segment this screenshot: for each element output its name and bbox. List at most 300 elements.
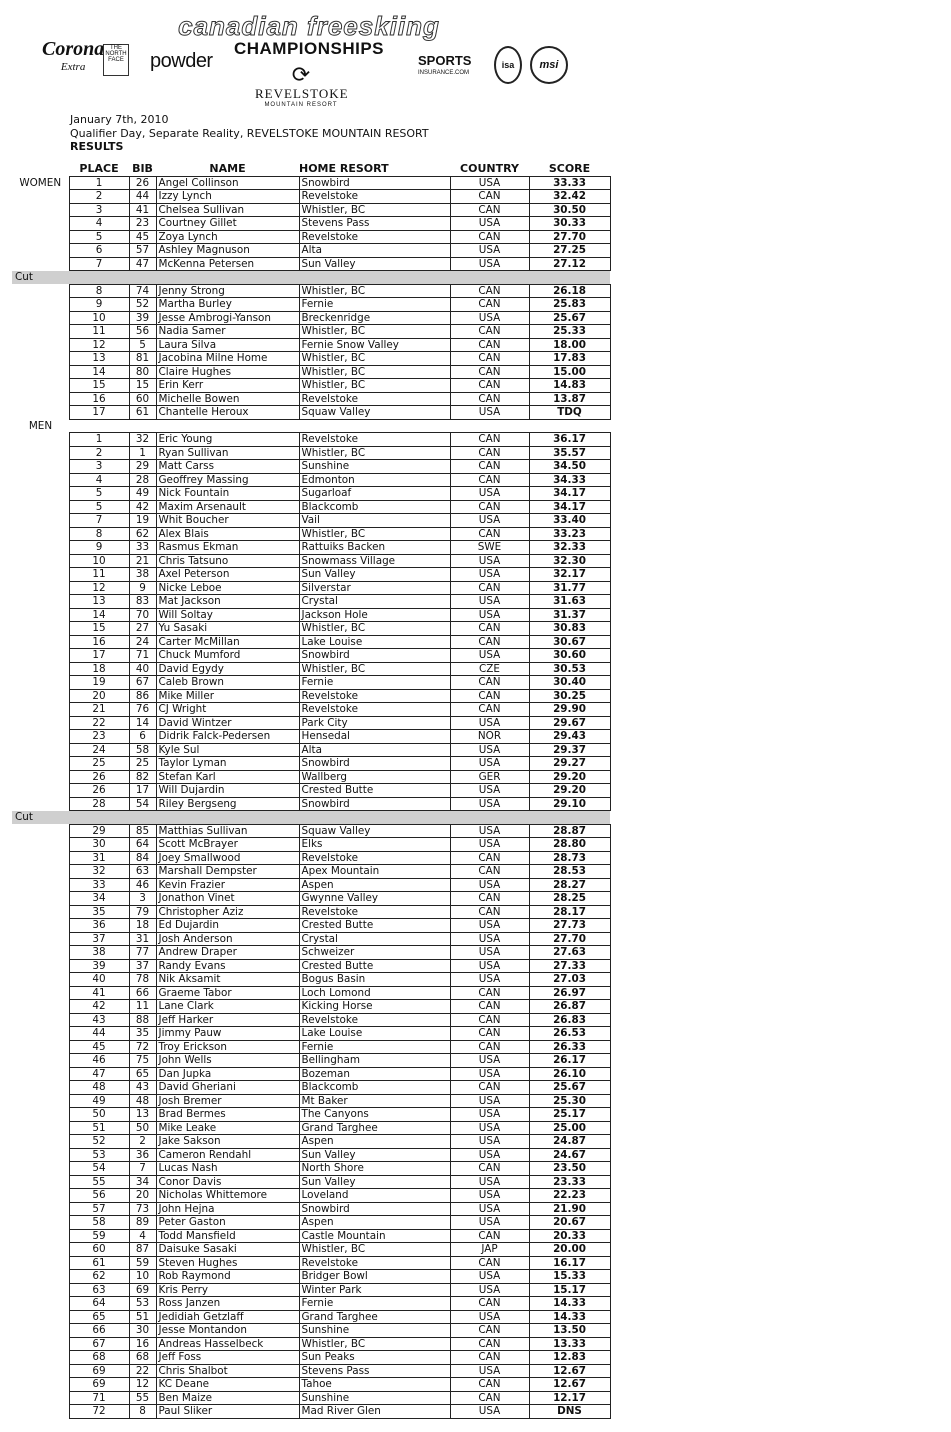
- bib-cell: 60: [129, 392, 156, 406]
- table-row: [12, 1162, 610, 1176]
- bib-cell: 66: [129, 986, 156, 1000]
- section-label: [12, 703, 69, 717]
- bib-cell: 64: [129, 838, 156, 852]
- resort-cell: Revelstoke: [299, 392, 450, 406]
- name-cell: Ed Dujardin: [156, 919, 299, 933]
- table-header-row: [12, 163, 610, 176]
- table-row: [12, 1297, 610, 1311]
- place-cell: 44: [69, 1027, 129, 1041]
- resort-cell: Squaw Valley: [299, 406, 450, 420]
- northface-logo: [103, 44, 129, 76]
- resort-cell: Whistler, BC: [299, 446, 450, 460]
- section-label: [12, 743, 69, 757]
- country-cell: USA: [450, 1216, 529, 1230]
- table-row: [12, 1175, 610, 1189]
- table-row: [12, 1324, 610, 1338]
- score-cell: 28.25: [529, 892, 610, 906]
- table-row: [12, 1067, 610, 1081]
- name-cell: Paul Sliker: [156, 1405, 299, 1419]
- section-label: [12, 946, 69, 960]
- score-cell: 28.73: [529, 851, 610, 865]
- score-cell: 25.83: [529, 298, 610, 312]
- table-row: [12, 190, 610, 204]
- place-cell: 46: [69, 1054, 129, 1068]
- table-row: [12, 176, 610, 190]
- country-cell: CAN: [450, 460, 529, 474]
- score-cell: DNS: [529, 1405, 610, 1419]
- place-cell: 59: [69, 1229, 129, 1243]
- score-cell: 20.67: [529, 1216, 610, 1230]
- score-cell: 29.20: [529, 770, 610, 784]
- name-cell: Chantelle Heroux: [156, 406, 299, 420]
- resort-cell: Gwynne Valley: [299, 892, 450, 906]
- resort-cell: Edmonton: [299, 473, 450, 487]
- table-row: [12, 595, 610, 609]
- score-cell: 17.83: [529, 352, 610, 366]
- country-cell: CAN: [450, 284, 529, 298]
- results-body: [12, 176, 610, 1418]
- col-score-header: SCORE: [529, 163, 610, 176]
- bib-cell: 83: [129, 595, 156, 609]
- score-cell: 30.25: [529, 689, 610, 703]
- name-cell: Riley Bergseng: [156, 797, 299, 811]
- score-cell: 24.67: [529, 1148, 610, 1162]
- section-label: [12, 932, 69, 946]
- bib-cell: 44: [129, 190, 156, 204]
- place-cell: 57: [69, 1202, 129, 1216]
- resort-cell: Sun Valley: [299, 1175, 450, 1189]
- name-cell: Didrik Falck-Pedersen: [156, 730, 299, 744]
- resort-cell: Stevens Pass: [299, 1364, 450, 1378]
- revelstoke-logo-name: REVELSTOKE: [255, 86, 349, 101]
- section-label: [12, 568, 69, 582]
- bib-cell: 6: [129, 730, 156, 744]
- bib-cell: 31: [129, 932, 156, 946]
- place-cell: 26: [69, 784, 129, 798]
- country-cell: CAN: [450, 676, 529, 690]
- section-label: [12, 973, 69, 987]
- resort-cell: Revelstoke: [299, 230, 450, 244]
- country-cell: CAN: [450, 325, 529, 339]
- bib-cell: 68: [129, 1351, 156, 1365]
- table-row: [12, 352, 610, 366]
- name-cell: Brad Bermes: [156, 1108, 299, 1122]
- country-cell: CAN: [450, 1256, 529, 1270]
- place-cell: 12: [69, 338, 129, 352]
- table-row: [12, 1202, 610, 1216]
- country-cell: SWE: [450, 541, 529, 555]
- bib-cell: 27: [129, 622, 156, 636]
- table-row: [12, 392, 610, 406]
- score-cell: 13.33: [529, 1337, 610, 1351]
- score-cell: 30.40: [529, 676, 610, 690]
- name-cell: Nick Fountain: [156, 487, 299, 501]
- name-cell: Todd Mansfield: [156, 1229, 299, 1243]
- bib-cell: 55: [129, 1391, 156, 1405]
- name-cell: Josh Bremer: [156, 1094, 299, 1108]
- section-label: [12, 190, 69, 204]
- table-row: [12, 824, 610, 838]
- score-cell: 27.25: [529, 244, 610, 258]
- country-cell: CAN: [450, 1337, 529, 1351]
- section-label: [12, 595, 69, 609]
- country-cell: CAN: [450, 433, 529, 447]
- table-row: [12, 244, 610, 258]
- country-cell: USA: [450, 514, 529, 528]
- country-cell: CAN: [450, 1297, 529, 1311]
- place-cell: 4: [69, 473, 129, 487]
- bib-cell: 16: [129, 1337, 156, 1351]
- name-cell: Nadia Samer: [156, 325, 299, 339]
- section-label: [12, 203, 69, 217]
- resort-cell: Snowbird: [299, 757, 450, 771]
- name-cell: Whit Boucher: [156, 514, 299, 528]
- resort-cell: Whistler, BC: [299, 662, 450, 676]
- section-label: [12, 1135, 69, 1149]
- section-label: [12, 1148, 69, 1162]
- bib-cell: 48: [129, 1094, 156, 1108]
- bib-cell: 20: [129, 1189, 156, 1203]
- name-cell: Christopher Aziz: [156, 905, 299, 919]
- table-row: [12, 257, 610, 271]
- bib-cell: 21: [129, 554, 156, 568]
- table-row: [12, 1081, 610, 1095]
- bib-cell: 86: [129, 689, 156, 703]
- table-row: [12, 892, 610, 906]
- name-cell: Lucas Nash: [156, 1162, 299, 1176]
- section-label: [12, 716, 69, 730]
- place-cell: 10: [69, 554, 129, 568]
- country-cell: CAN: [450, 1162, 529, 1176]
- corona-logo-text: Corona: [42, 38, 105, 60]
- country-cell: USA: [450, 595, 529, 609]
- resort-cell: Whistler, BC: [299, 365, 450, 379]
- table-row: [12, 1000, 610, 1014]
- table-row: [12, 676, 610, 690]
- name-cell: Nicholas Whittemore: [156, 1189, 299, 1203]
- place-cell: 69: [69, 1364, 129, 1378]
- sports-logo-text: SPORTS: [418, 53, 472, 68]
- name-cell: Randy Evans: [156, 959, 299, 973]
- bib-cell: 76: [129, 703, 156, 717]
- bib-cell: 23: [129, 217, 156, 231]
- score-cell: 28.53: [529, 865, 610, 879]
- score-cell: 15.33: [529, 1270, 610, 1284]
- section-label: [12, 527, 69, 541]
- col-country-header: COUNTRY: [450, 163, 529, 176]
- name-cell: Jonathon Vinet: [156, 892, 299, 906]
- event-date: January 7th, 2010: [70, 113, 169, 126]
- name-cell: Andrew Draper: [156, 946, 299, 960]
- place-cell: 17: [69, 649, 129, 663]
- name-cell: Chelsea Sullivan: [156, 203, 299, 217]
- revelstoke-mark-icon: ⟳: [291, 62, 311, 87]
- table-row: [12, 487, 610, 501]
- country-cell: USA: [450, 406, 529, 420]
- section-label: [12, 635, 69, 649]
- table-row: [12, 433, 610, 447]
- score-cell: 31.37: [529, 608, 610, 622]
- resort-cell: Revelstoke: [299, 905, 450, 919]
- table-row: [12, 1121, 610, 1135]
- country-cell: USA: [450, 716, 529, 730]
- country-cell: USA: [450, 824, 529, 838]
- table-row: [12, 1243, 610, 1257]
- section-label: [12, 1378, 69, 1392]
- score-cell: 33.40: [529, 514, 610, 528]
- country-cell: USA: [450, 1054, 529, 1068]
- score-cell: 18.00: [529, 338, 610, 352]
- col-bib-header: BIB: [129, 163, 156, 176]
- bib-cell: 25: [129, 757, 156, 771]
- country-cell: USA: [450, 878, 529, 892]
- revelstoke-logo-sub: MOUNTAIN RESORT: [264, 102, 338, 108]
- bib-cell: 30: [129, 1324, 156, 1338]
- isa-logo: [494, 46, 522, 84]
- score-cell: 13.50: [529, 1324, 610, 1338]
- score-cell: 32.17: [529, 568, 610, 582]
- score-cell: 20.33: [529, 1229, 610, 1243]
- score-cell: 30.50: [529, 203, 610, 217]
- bib-cell: 17: [129, 784, 156, 798]
- resort-cell: Silverstar: [299, 581, 450, 595]
- cut-line-row: [12, 811, 610, 825]
- table-row: [12, 662, 610, 676]
- separator-fill: [69, 419, 610, 433]
- section-label: [12, 500, 69, 514]
- name-cell: Ryan Sullivan: [156, 446, 299, 460]
- country-cell: USA: [450, 743, 529, 757]
- section-label: [12, 325, 69, 339]
- resort-cell: Lake Louise: [299, 1027, 450, 1041]
- section-label: [12, 676, 69, 690]
- score-cell: 25.33: [529, 325, 610, 339]
- place-cell: 19: [69, 676, 129, 690]
- name-cell: Will Dujardin: [156, 784, 299, 798]
- resort-cell: Sunshine: [299, 1324, 450, 1338]
- table-row: [12, 649, 610, 663]
- country-cell: USA: [450, 1364, 529, 1378]
- country-cell: CAN: [450, 446, 529, 460]
- table-row: [12, 622, 610, 636]
- country-cell: USA: [450, 1189, 529, 1203]
- resort-cell: Lake Louise: [299, 635, 450, 649]
- col-place-header: PLACE: [69, 163, 129, 176]
- score-cell: 33.33: [529, 176, 610, 190]
- table-row: [12, 365, 610, 379]
- place-cell: 4: [69, 217, 129, 231]
- place-cell: 60: [69, 1243, 129, 1257]
- corona-logo-sub: Extra: [60, 61, 86, 73]
- score-cell: 27.03: [529, 973, 610, 987]
- table-row: [12, 797, 610, 811]
- bib-cell: 11: [129, 1000, 156, 1014]
- resort-cell: Hensedal: [299, 730, 450, 744]
- score-cell: 16.17: [529, 1256, 610, 1270]
- table-row: [12, 770, 610, 784]
- section-label: [12, 541, 69, 555]
- place-cell: 5: [69, 487, 129, 501]
- name-cell: Carter McMillan: [156, 635, 299, 649]
- bib-cell: 37: [129, 959, 156, 973]
- table-row: [12, 716, 610, 730]
- place-cell: 52: [69, 1135, 129, 1149]
- score-cell: 31.77: [529, 581, 610, 595]
- score-cell: 20.00: [529, 1243, 610, 1257]
- table-row: [12, 1148, 610, 1162]
- name-cell: Maxim Arsenault: [156, 500, 299, 514]
- resort-cell: Park City: [299, 716, 450, 730]
- place-cell: 9: [69, 541, 129, 555]
- score-cell: 26.97: [529, 986, 610, 1000]
- country-cell: CAN: [450, 581, 529, 595]
- resort-cell: Snowmass Village: [299, 554, 450, 568]
- bib-cell: 43: [129, 1081, 156, 1095]
- place-cell: 34: [69, 892, 129, 906]
- section-label: [12, 1216, 69, 1230]
- event-logo-line1: canadian freeskiing: [178, 11, 440, 41]
- section-label: [12, 284, 69, 298]
- score-cell: 26.87: [529, 1000, 610, 1014]
- bib-cell: 34: [129, 1175, 156, 1189]
- name-cell: Eric Young: [156, 433, 299, 447]
- score-cell: 29.20: [529, 784, 610, 798]
- table-row: [12, 1351, 610, 1365]
- bib-cell: 79: [129, 905, 156, 919]
- score-cell: 34.17: [529, 500, 610, 514]
- section-label: [12, 1054, 69, 1068]
- table-row: [12, 230, 610, 244]
- table-row: [12, 1337, 610, 1351]
- table-row: [12, 1135, 610, 1149]
- table-row: [12, 959, 610, 973]
- section-label: [12, 986, 69, 1000]
- cut-label: Cut: [12, 271, 69, 285]
- bib-cell: 88: [129, 1013, 156, 1027]
- resort-cell: Snowbird: [299, 797, 450, 811]
- resort-cell: Sun Valley: [299, 568, 450, 582]
- country-cell: USA: [450, 608, 529, 622]
- name-cell: Geoffrey Massing: [156, 473, 299, 487]
- score-cell: 14.33: [529, 1297, 610, 1311]
- name-cell: John Wells: [156, 1054, 299, 1068]
- sports-logo-sub: INSURANCE.COM: [418, 70, 470, 76]
- section-label: [12, 1094, 69, 1108]
- score-cell: 27.70: [529, 230, 610, 244]
- bib-cell: 51: [129, 1310, 156, 1324]
- resort-cell: Elks: [299, 838, 450, 852]
- bib-cell: 12: [129, 1378, 156, 1392]
- header-logos: [0, 0, 951, 110]
- resort-cell: Whistler, BC: [299, 379, 450, 393]
- section-label: [12, 1189, 69, 1203]
- section-label: [12, 311, 69, 325]
- country-cell: CAN: [450, 892, 529, 906]
- bib-cell: 41: [129, 203, 156, 217]
- place-cell: 1: [69, 433, 129, 447]
- name-cell: Kris Perry: [156, 1283, 299, 1297]
- table-row: [12, 338, 610, 352]
- revelstoke-logo: [255, 64, 347, 108]
- resort-cell: Sunshine: [299, 460, 450, 474]
- country-cell: CAN: [450, 851, 529, 865]
- bib-cell: 71: [129, 649, 156, 663]
- bib-cell: 3: [129, 892, 156, 906]
- place-cell: 66: [69, 1324, 129, 1338]
- score-cell: 25.67: [529, 1081, 610, 1095]
- bib-cell: 50: [129, 1121, 156, 1135]
- isa-logo-text: isa: [501, 60, 515, 70]
- place-cell: 15: [69, 622, 129, 636]
- country-cell: USA: [450, 1067, 529, 1081]
- section-label: [12, 838, 69, 852]
- name-cell: McKenna Petersen: [156, 257, 299, 271]
- country-cell: USA: [450, 932, 529, 946]
- place-cell: 13: [69, 352, 129, 366]
- name-cell: Lane Clark: [156, 1000, 299, 1014]
- resort-cell: Revelstoke: [299, 1256, 450, 1270]
- name-cell: Matthias Sullivan: [156, 824, 299, 838]
- name-cell: David Gheriani: [156, 1081, 299, 1095]
- table-row: [12, 1310, 610, 1324]
- country-cell: USA: [450, 1283, 529, 1297]
- place-cell: 5: [69, 500, 129, 514]
- place-cell: 51: [69, 1121, 129, 1135]
- bib-cell: 78: [129, 973, 156, 987]
- name-cell: Marshall Dempster: [156, 865, 299, 879]
- name-cell: Jesse Ambrogi-Yanson: [156, 311, 299, 325]
- resort-cell: Whistler, BC: [299, 1243, 450, 1257]
- place-cell: 14: [69, 608, 129, 622]
- bib-cell: 73: [129, 1202, 156, 1216]
- score-cell: 25.30: [529, 1094, 610, 1108]
- resort-cell: Stevens Pass: [299, 217, 450, 231]
- country-cell: USA: [450, 649, 529, 663]
- resort-cell: Schweizer: [299, 946, 450, 960]
- country-cell: USA: [450, 1121, 529, 1135]
- name-cell: Ross Janzen: [156, 1297, 299, 1311]
- bib-cell: 2: [129, 1135, 156, 1149]
- resort-cell: Revelstoke: [299, 1013, 450, 1027]
- table-row: [12, 986, 610, 1000]
- resort-cell: Alta: [299, 244, 450, 258]
- place-cell: 48: [69, 1081, 129, 1095]
- score-cell: 14.33: [529, 1310, 610, 1324]
- table-row: [12, 689, 610, 703]
- table-row: [12, 541, 610, 555]
- name-cell: Nicke Leboe: [156, 581, 299, 595]
- place-cell: 67: [69, 1337, 129, 1351]
- table-row: [12, 1013, 610, 1027]
- country-cell: CAN: [450, 527, 529, 541]
- country-cell: USA: [450, 554, 529, 568]
- place-cell: 2: [69, 190, 129, 204]
- score-cell: 34.33: [529, 473, 610, 487]
- place-cell: 43: [69, 1013, 129, 1027]
- name-cell: Jenny Strong: [156, 284, 299, 298]
- separator-fill: [69, 271, 610, 285]
- table-row: [12, 473, 610, 487]
- place-cell: 5: [69, 230, 129, 244]
- country-cell: CAN: [450, 190, 529, 204]
- score-cell: 12.67: [529, 1364, 610, 1378]
- name-cell: John Hejna: [156, 1202, 299, 1216]
- score-cell: 23.50: [529, 1162, 610, 1176]
- event-logo: [178, 12, 440, 58]
- score-cell: 28.87: [529, 824, 610, 838]
- table-row: [12, 1364, 610, 1378]
- score-cell: 25.67: [529, 311, 610, 325]
